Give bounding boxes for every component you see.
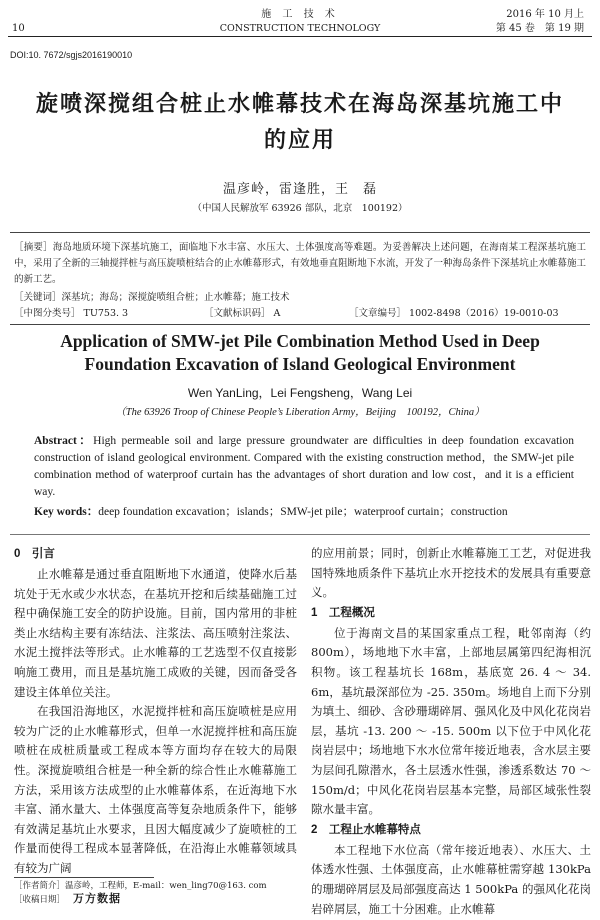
body-paragraph: 本工程地下水位高（常年接近地表）、水压大、土体透水性强、土体强度高，止水帷幕桩需穿越 130kPa 的珊瑚碎屑层及局部强度高达 1 500kPa 的强风化花岗岩碎屑层，施工十分困难。止水帷幕 (311, 842, 591, 916)
issue-volume: 第 45 卷 第 19 期 (495, 23, 584, 34)
footnote-rule (14, 877, 154, 878)
body-column-left (14, 544, 297, 879)
body-paragraph: 位于海南文昌的某国家重点工程，毗邻南海（约 800m），场地地下水丰富，上部地层属第四纪海相沉积物。该工程基坑长 168m，基底宽 26. 4 ～ 34. 6m，基坑最深部位为 -25. 350m。场地自上而下分别为填土、细砂、含砂珊瑚碎屑、强风化及中风化花岗岩层，基坑 -13. 200 ～ -15. 500m 以下位于中风化花岗岩层中；场地地下水水位常年接近地表，含水层主要为层间孔隙潜水，各土层透水性强，渗透系数达 70 ～ 150m/d；中风化花岗岩层基本完整，局部区域张性裂隙水量丰富。 (311, 625, 591, 817)
database-watermark: 万方数据 (73, 893, 122, 905)
running-header (8, 6, 592, 36)
journal-name-en: CONSTRUCTION TECHNOLOGY (219, 23, 381, 34)
received-date: ［收稿日期］ 万方数据 (14, 893, 122, 905)
abstract-cn-text: 海岛地质环境下深基坑施工，面临地下水丰富、水压大、土体强度高等难题。为妥善解决上述问题，在海南某工程深基坑施工中，采用了全新的三轴搅拌桩与高压旋喷桩结合的止水帷幕形式，有效地垂直阻断地下水流，开发了一种海岛条件下深基坑止水帷幕施工的新工艺。 (14, 242, 586, 285)
journal-name-cn: 施 工 技 术 (261, 9, 339, 20)
author-note: ［作者简介］温彦岭，工程师，E-mail：wen_ling70@163. com (14, 881, 267, 891)
body-paragraph: 止水帷幕是通过垂直阻断地下水通道，使降水后基坑处于无水或少水状态，在基坑开挖和后续基础施工过程中确保施工安全的防护设施。目前，国内常用的非桩类止水结构主要有冻结法、注浆法、高压喷射注浆法、水泥土搅拌法等形式。止水帷幕的工艺选型不仅直接影响施工费用，而且是基坑施工成败的关键，因而备受各建设主体单位关注。 (14, 567, 297, 699)
article-title-cn: 旋喷深搅组合桩止水帷幕技术在海岛深基坑施工中的应用 (35, 91, 564, 153)
section-heading-intro: 0 引言 (14, 548, 55, 560)
document-code: ［文献标识码］ A (204, 308, 281, 319)
authors-cn: 温彦岭，雷逢胜，王 磊 (222, 182, 377, 197)
section-heading-features: 2 工程止水帷幕特点 (311, 823, 421, 836)
keywords-cn (14, 291, 586, 305)
abstract-en-label: Abstract： (34, 435, 94, 447)
keywords-cn-label: ［关键词］ (14, 292, 62, 303)
body-paragraph: 在我国沿海地区，水泥搅拌桩和高压旋喷桩是应用较为广泛的止水帷幕形式，但单一水泥搅拌桩和高压旋喷桩在成桩质量或工程成本等方面均存在较大的局限性。深搅旋喷组合桩是一种全新的综合性止水帷幕施工方法，采用该方法成型的止水帷幕体系，在近海地下水丰富、涌水量大、土体强度高等复杂地质条件下，能够有效满足基坑止水要求，且因大幅度减少了旋喷桩的工作量而使得工程成本显著降低，在沿海止水帷幕领域具有较为广阔 (14, 704, 297, 875)
abstract-cn (14, 240, 586, 288)
clc-number: ［中图分类号］ TU753. 3 (14, 308, 129, 319)
affiliation-en: （The 63926 Troop of Chinese People’s Liberation Army，Beijing 100192，China） (115, 407, 485, 418)
abstract-en (34, 433, 574, 501)
issue-date: 2016 年 10 月上 (506, 9, 584, 20)
keywords-en (34, 504, 574, 521)
keywords-en-text: deep foundation excavation；islands；SMW-jet pile；waterproof curtain；construction (98, 506, 508, 518)
body-separator (10, 534, 590, 535)
abstract-bottom-rule (10, 324, 590, 325)
body-paragraph-continued: 的应用前景；同时，创新止水帷幕施工工艺，对促进我国特殊地质条件下基坑止水开挖技术的发展具有重要意义。 (311, 546, 591, 600)
abstract-en-text: High permeable soil and large pressure groundwater are difficulties in deep foundation excavation construction of island geological environment. Compared with the existing construction method，the SMW-jet pile combination method of waterproof curtain has the advantages of short duration and low cost，and it is a efficient way. (34, 435, 574, 498)
affiliation-cn: （中国人民解放军 63926 部队，北京 100192） (192, 203, 408, 214)
keywords-cn-text: 深基坑；海岛；深搅旋喷组合桩；止水帷幕；施工技术 (61, 292, 290, 303)
page-number: 10 (12, 23, 25, 34)
footnote (14, 880, 267, 907)
article-title-en: Application of SMW-jet Pile Combination Method Used in Deep Foundation Excavation of Island Geological Environment (60, 331, 540, 374)
article-number: ［文章编号］ 1002-8498（2016）19-0010-03 (349, 308, 559, 319)
doi: DOI:10. 7672/sgjs2016190010 (10, 50, 133, 60)
section-heading-overview: 1 工程概况 (311, 606, 375, 619)
authors-en: Wen YanLing，Lei Fengsheng，Wang Lei (187, 386, 413, 400)
body-column-right (311, 544, 591, 919)
keywords-en-label: Key words： (34, 506, 99, 518)
abstract-cn-label: ［摘要］ (14, 242, 53, 253)
header-rule (8, 36, 592, 37)
abstract-top-rule (10, 232, 590, 233)
